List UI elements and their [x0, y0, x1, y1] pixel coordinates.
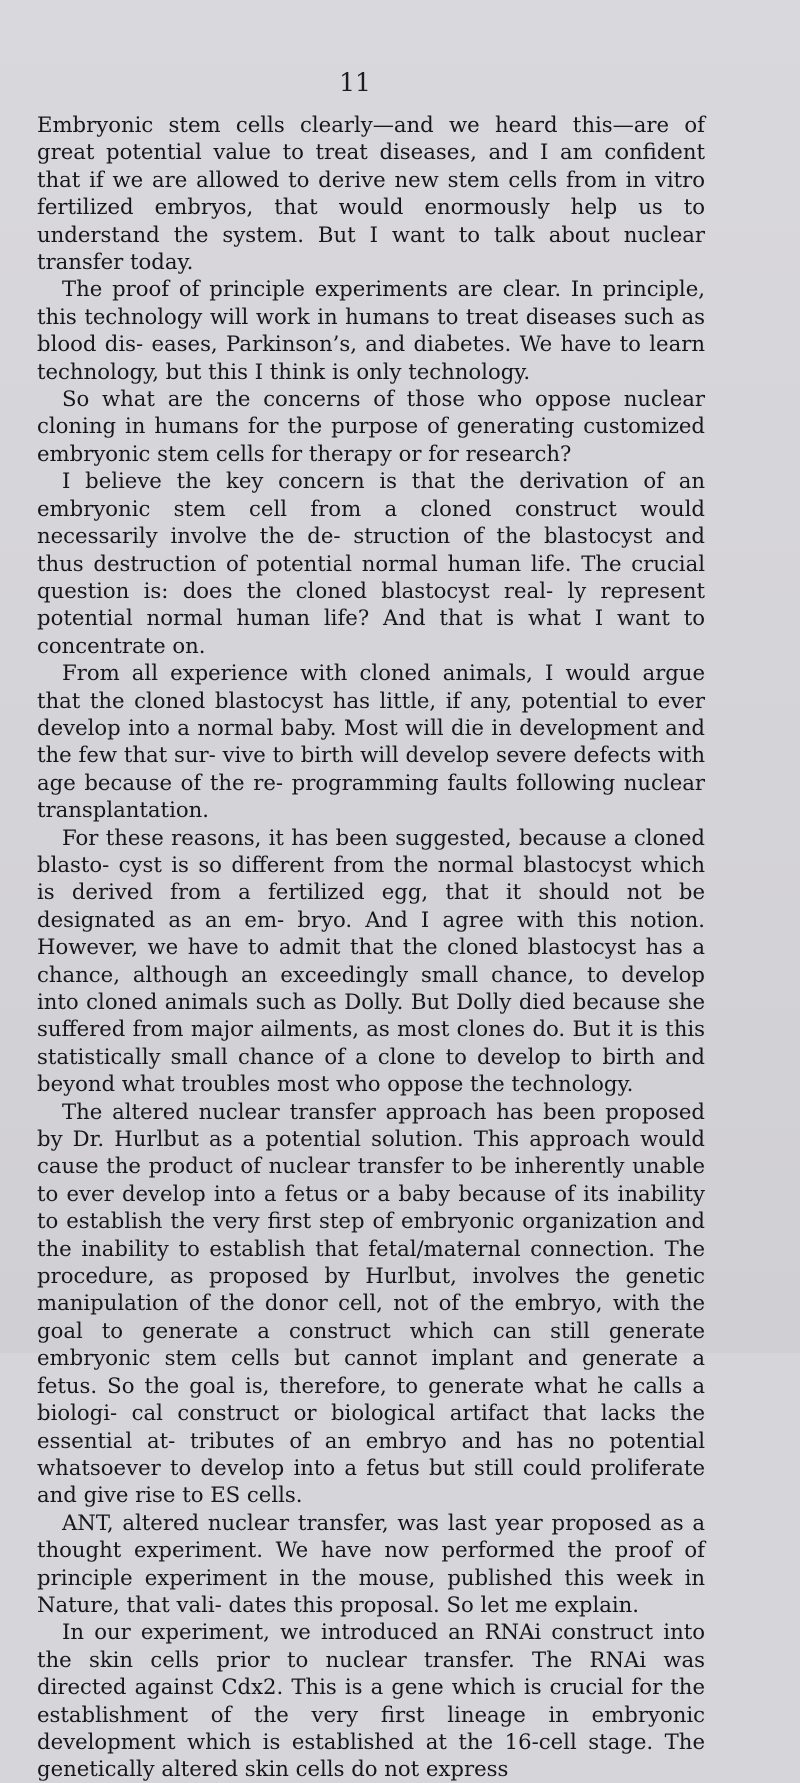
paragraph: ANT, altered nuclear transfer, was last year proposed as a thought experiment. We have now performed the proof of principle experiment in the mouse, published this week in Nature, that vali- dates this proposal. So let me explain.: [37, 1509, 705, 1617]
paragraph: The altered nuclear transfer approach has been proposed by Dr. Hurlbut as a potential solution. This approach would cause the product of nuclear transfer to be inherently unable to ever develop into a fetus or a baby because of its inability to establish the very first step of embryonic organization and the inability to establish that fetal/maternal connection. The procedure, as proposed by Hurlbut, involves the genetic manipulation of the donor cell, not of the embryo, with the goal to generate a construct which can still generate embryonic stem cells but cannot implant and generate a fetus. So the goal is, therefore, to generate what he calls a biologi- cal construct or biological artifact that lacks the essential at- tributes of an embryo and has no potential whatsoever to develop into a fetus but still could proliferate and give rise to ES cells.: [37, 1098, 705, 1508]
paragraph: The proof of principle experiments are clear. In principle, this technology will work in humans to treat diseases such as blood dis- eases, Parkinson’s, and diabetes. We have to learn technology, but this I think is only technology.: [37, 276, 705, 384]
paragraph: For these reasons, it has been suggested, because a cloned blasto- cyst is so different from the normal blastocyst which is derived from a fertilized egg, that it should not be designated as an em- bryo. And I agree with this notion. However, we have to admit that the cloned blastocyst has a chance, although an exceedingly small chance, to develop into cloned animals such as Dolly. But Dolly died because she suffered from major ailments, as most clones do. But it is this statistically small chance of a clone to develop to birth and beyond what troubles most who oppose the technology.: [37, 824, 705, 1097]
page-number: 11: [339, 68, 371, 97]
paragraph: Embryonic stem cells clearly—and we heard this—are of great potential value to treat diseases, and I am confident that if we are allowed to derive new stem cells from in vitro fertilized embryos, that would enormously help us to understand the system. But I want to talk about nuclear transfer today.: [37, 112, 705, 275]
paragraph: From all experience with cloned animals, I would argue that the cloned blastocyst has little, if any, potential to ever develop into a normal baby. Most will die in development and the few that sur- vive to birth will develop severe defects with age because of the re- programming faults following nuclear transplantation.: [37, 660, 705, 823]
body-text: [37, 111, 705, 1783]
paragraph: I believe the key concern is that the derivation of an embryonic stem cell from a cloned construct would necessarily involve the de- struction of the blastocyst and thus destruction of potential normal human life. The crucial question is: does the cloned blastocyst real- ly represent potential normal human life? And that is what I want to concentrate on.: [37, 468, 705, 658]
paragraph: So what are the concerns of those who oppose nuclear cloning in humans for the purpose of generating customized embryonic stem cells for therapy or for research?: [37, 386, 705, 466]
paragraph: In our experiment, we introduced an RNAi construct into the skin cells prior to nuclear transfer. The RNAi was directed against Cdx2. This is a gene which is crucial for the establishment of the very first lineage in embryonic development which is established at the 16-cell stage. The genetically altered skin cells do not express: [37, 1619, 705, 1782]
